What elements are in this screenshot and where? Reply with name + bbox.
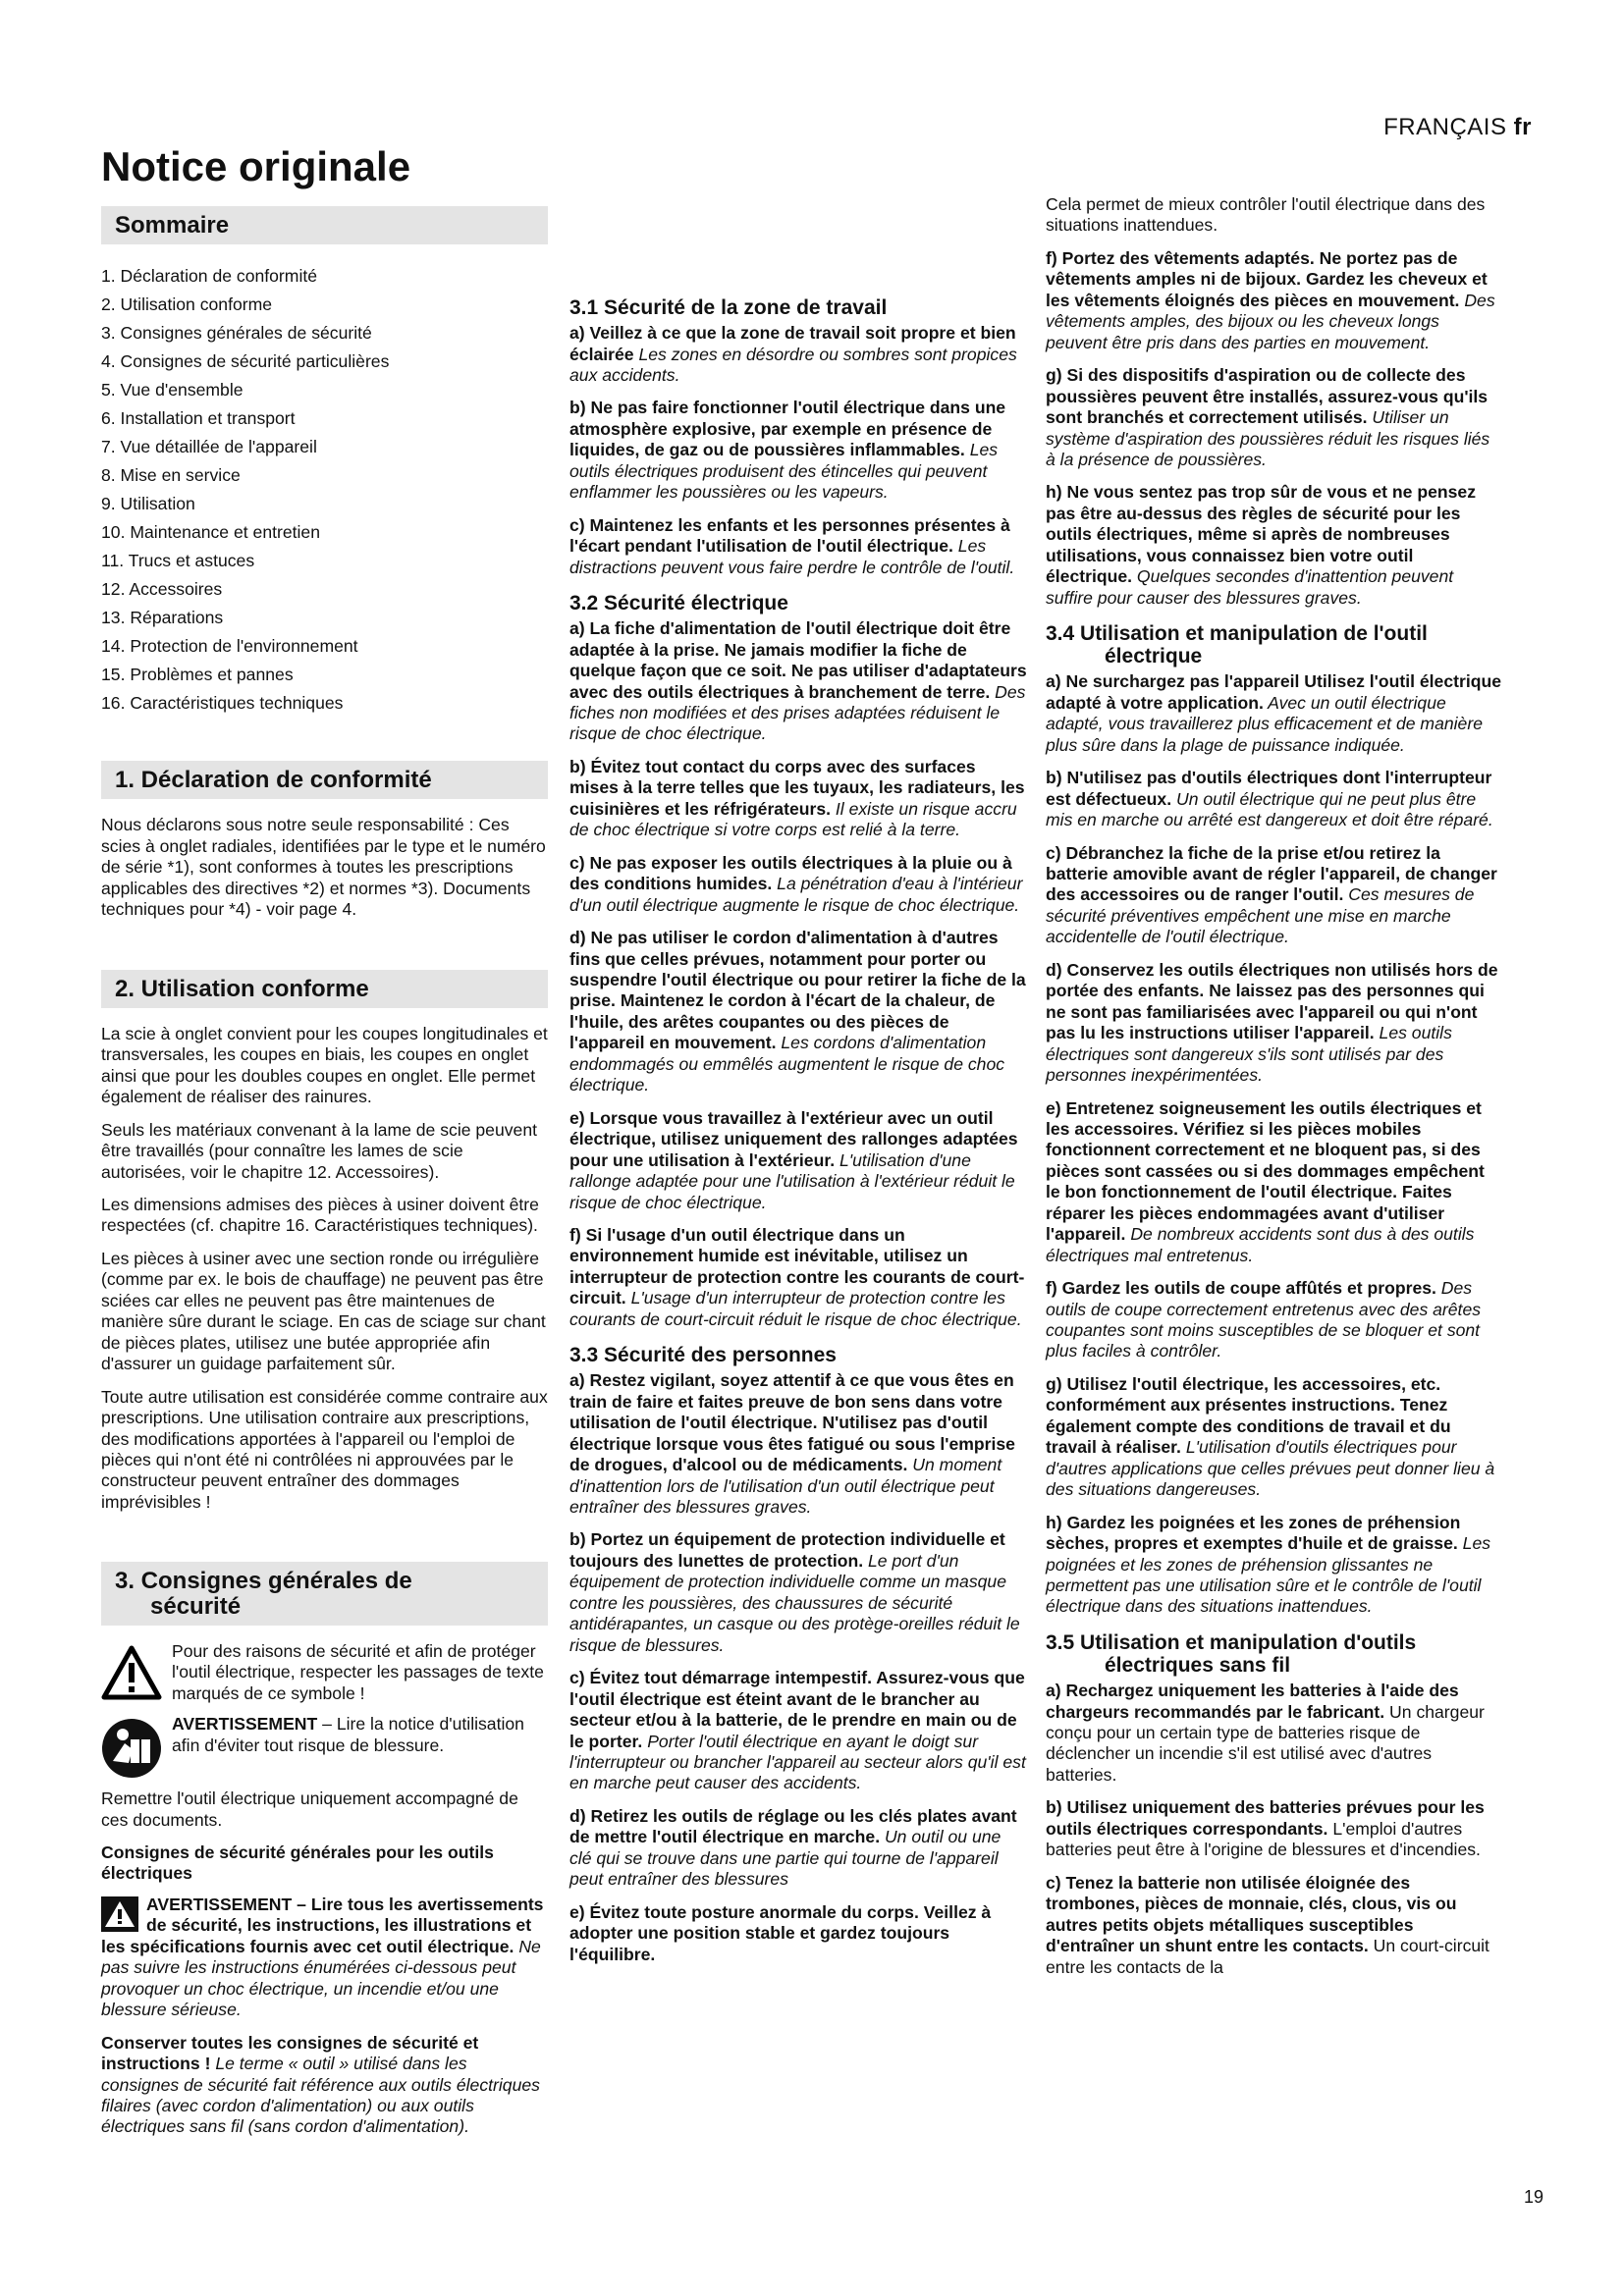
toc-item: 6. Installation et transport: [101, 408, 296, 429]
general-safety-heading: Consignes de sécurité générales pour les outils électriques: [101, 1842, 494, 1884]
toc-item: 2. Utilisation conforme: [101, 294, 273, 315]
rule-item: b) Évitez tout contact du corps avec des surfaces mises à la terre telles que les tuyaux, les radiateurs, les cuisinières et les réfrigérateurs. Il existe un risque accru de choc électrique si votre corps est relié à la terre.: [569, 756, 1025, 840]
read-manual-icon: [101, 1718, 162, 1779]
rule-item: b) Portez un équipement de protection individuelle et toujours des lunettes de protection. Le port d'un équipement de protection individuelle comme un masque contre les poussières, des chaussures de sécurité antidérapantes, un casque ou des protège-oreilles réduit le risque de blessures.: [569, 1529, 1020, 1655]
section-3-3-heading: 3.3 Sécurité des personnes: [569, 1344, 837, 1367]
rule-item: c) Évitez tout démarrage intempestif. Assurez-vous que l'outil électrique est éteint avant de le brancher au secteur et/ou à la batterie, de le prendre en main ou de le porter. Porter l'outil électrique en ayant le doigt sur l'interrupteur ou brancher l'appareil au secteur alors qu'il est en marche peut causer des accidents.: [569, 1668, 1026, 1793]
rule-item: e) Lorsque vous travaillez à l'extérieur avec un outil électrique, utilisez uniquement des rallonges adaptées pour une utilisation à l'extérieur. L'utilisation d'une rallonge adaptée pour une l'utilisation à l'extérieur réduit le risque de choc électrique.: [569, 1107, 1018, 1212]
rule-item: h) Ne vous sentez pas trop sûr de vous et ne pensez pas être au-dessus des règles de sécurité pour les outils électriques, même si après de nombreuses utilisations, vous connaissez bien votre outil électrique. Quelques secondes d'inattention peuvent suffire pour causer des blessures graves.: [1046, 482, 1476, 608]
section-2-paragraph: Seuls les matériaux convenant à la lame de scie peuvent être travaillés (pour connaître les lames de scie autorisées, voir le chapitre 12. Accessoires).: [101, 1119, 538, 1182]
rule-item: a) La fiche d'alimentation de l'outil électrique doit être adaptée à la prise. Ne jamais modifier la fiche de quelque façon que ce soit. Ne pas utiliser d'adaptateurs avec des outils électriques à branchement de terre. Des fiches non modifiées et des prises adaptées réduisent le risque de choc électrique.: [569, 618, 1027, 744]
section-1-paragraph: Nous déclarons sous notre seule responsabilité : Ces scies à onglet radiales, identifiées par le type et le numéro de série *1), sont conformes à toutes les prescriptions applicables des directives *2) et normes *3). Documents techniques pour *4) - voir page 4.: [101, 815, 546, 920]
rule-item: d) Ne pas utiliser le cordon d'alimentation à d'autres fins que celles prévues, notamment pour porter ou suspendre l'outil électrique ou pour retirer la fiche de la prise. Maintenez le cordon à l'écart de la chaleur, de l'huile, des arêtes coupantes ou des pièces de l'appareil en mouvement. Les cordons d'alimentation endommagés ou emmêlés augmentent le risque de choc électrique.: [569, 928, 1026, 1095]
section-2-paragraph: Toute autre utilisation est considérée comme contraire aux prescriptions. Une utilisation contraire aux prescriptions, des modifications apportées à l'appareil ou l'emploi de pièces qui n'ont été ni contrôlées ni approuvées par le constructeur peuvent entraîner des dommages imprévisibles !: [101, 1386, 548, 1512]
handover-note: Remettre l'outil électrique uniquement accompagné de ces documents.: [101, 1789, 518, 1830]
section-1-heading: 1. Déclaration de conformité: [101, 761, 548, 799]
toc-item: 5. Vue d'ensemble: [101, 380, 244, 400]
toc-item: 8. Mise en service: [101, 465, 241, 486]
rule-item: b) N'utilisez pas d'outils électriques dont l'interrupteur est défectueux. Un outil électrique qui ne peut plus être mis en marche ou arrêté est dangereux et doit être réparé.: [1046, 768, 1493, 830]
toc-item: 16. Caractéristiques techniques: [101, 693, 344, 714]
toc-item: 11. Trucs et astuces: [101, 551, 255, 571]
section-3-4-heading: 3.4 Utilisation et manipulation de l'outil électrique: [1046, 622, 1428, 668]
section-2-paragraph: Les pièces à usiner avec une section ronde ou irrégulière (comme par ex. le bois de chauffage) ne peuvent pas être sciées car elles ne peuvent pas être maintenues de manière sûre durant le sciage. En cas de sciage sur chant de pièces plates, utilisez une butée appropriée afin d'assurer un guidage parfaitement sûr.: [101, 1248, 546, 1374]
page-number: 19: [1523, 2187, 1543, 2207]
toc-item: 12. Accessoires: [101, 579, 223, 600]
warning-sign-icon: [101, 1896, 138, 1932]
toc-item: 7. Vue détaillée de l'appareil: [101, 437, 317, 457]
toc-heading: Sommaire: [101, 206, 548, 244]
column-3: [1046, 194, 1502, 1990]
toc-list: [101, 262, 548, 718]
rule-item: g) Si des dispositifs d'aspiration ou de collecte des poussières peuvent être installés, assurez-vous qu'ils sont branchés et correctement utilisés. Utiliser un système d'aspiration des poussières réduit les risques liés à la présence de poussières.: [1046, 365, 1490, 469]
rule-item: e) Évitez toute posture anormale du corps. Veillez à adopter une position stable et gardez toujours l'équilibre.: [569, 1901, 992, 1964]
rule-item: f) Portez des vêtements adaptés. Ne portez pas de vêtements amples ni de bijoux. Gardez les cheveux et les vêtements éloignés des pièces en mouvement. Des vêtements amples, des bijoux ou les cheveux longs peuvent être pris dans des parties en mouvement.: [1046, 247, 1495, 352]
toc-item: 14. Protection de l'environnement: [101, 636, 358, 657]
section-3-2-heading: 3.2 Sécurité électrique: [569, 592, 788, 615]
rule-item: a) Veillez à ce que la zone de travail soit propre et bien éclairée Les zones en désordre ou sombres sont propices aux accidents.: [569, 323, 1017, 385]
toc-item: 13. Réparations: [101, 608, 224, 628]
general-warning: AVERTISSEMENT – Lire tous les avertissements de sécurité, les instructions, les illustrations et les spécifications fournis avec cet outil électrique. Ne pas suivre les instructions énumérées ci-dessous peut provoquer un choc électrique, un incendie et/ou une blessure sérieuse.: [101, 1894, 544, 2020]
rule-item: b) Utilisez uniquement des batteries prévues pour les outils électriques correspondants. L'emploi d'autres batteries peut être à l'origine de blessures et d'incendies.: [1046, 1797, 1485, 1860]
keep-instructions: Conserver toutes les consignes de sécurité et instructions ! Le terme « outil » utilisé dans les consignes de sécurité fait référence aux outils électriques filaires (avec cordon d'alimentation) ou aux outils électriques sans fil (sans cordon d'alimentation).: [101, 2032, 540, 2137]
rule-item: f) Gardez les outils de coupe affûtés et propres. Des outils de coupe correctement entretenus avec des arêtes coupantes sont moins susceptibles de se bloquer et sont plus faciles à contrôler.: [1046, 1278, 1482, 1362]
rule-item: f) Si l'usage d'un outil électrique dans un environnement humide est inévitable, utilisez un interrupteur de protection contre les courants de court-circuit. L'usage d'un interrupteur de protection contre les courants de court-circuit réduit le risque de choc électrique.: [569, 1224, 1025, 1329]
section-2-heading: 2. Utilisation conforme: [101, 970, 548, 1008]
rule-item: c) Tenez la batterie non utilisée éloignée des trombones, pièces de monnaie, clés, clous, vis ou autres petits objets métalliques susceptibles d'entraîner un shunt entre les contacts. Un court-circuit entre les contacts de la: [1046, 1872, 1489, 1977]
rule-item-continued: Cela permet de mieux contrôler l'outil électrique dans des situations inattendues.: [1046, 194, 1486, 236]
rule-item: a) Ne surchargez pas l'appareil Utilisez l'outil électrique adapté à votre application. Avec un outil électrique adapté, vous travaillerez plus efficacement et de manière plus sûre dans la plage de puissance indiquée.: [1046, 671, 1501, 755]
warning-triangle-icon: [101, 1645, 162, 1700]
rule-item: e) Entretenez soigneusement les outils électriques et les accessoires. Vérifiez si les pièces mobiles fonctionnent correctement et ne bloquent pas, si des pièces sont cassées ou si des dommages empêchent le bon fonctionnement de l'outil électrique. Faites réparer les pièces endommagées avant d'utiliser l'appareil. De nombreux accidents sont dus à des outils électriques mal entretenus.: [1046, 1097, 1485, 1265]
section-3-1-heading: 3.1 Sécurité de la zone de travail: [569, 296, 888, 319]
rule-item: d) Retirez les outils de réglage ou les clés plates avant de mettre l'outil électrique en marche. Un outil ou une clé qui se trouve dans une partie qui tourne de l'appareil peut entraîner des blessures: [569, 1805, 1017, 1890]
section-3-heading: 3. Consignes générales de sécurité: [101, 1562, 548, 1625]
section-2-paragraph: La scie à onglet convient pour les coupes longitudinales et transversales, les coupes en biais, les coupes en onglet ainsi que pour les doubles coupes en onglet. Elle permet également de réaliser des rainures.: [101, 1023, 548, 1107]
rule-item: a) Restez vigilant, soyez attentif à ce que vous êtes en train de faire et faites preuve de bon sens dans votre utilisation de l'outil électrique. N'utilisez pas d'outil électrique lorsque vous êtes fatigué ou sous l'emprise de drogues, d'alcool ou de médicaments. Un moment d'inattention lors de l'utilisation d'un outil électrique peut entraîner des blessures graves.: [569, 1370, 1015, 1518]
language-code: fr: [1513, 114, 1532, 140]
section-3-5-heading: 3.5 Utilisation et manipulation d'outils électriques sans fil: [1046, 1630, 1417, 1678]
column-1: [101, 194, 548, 2150]
column-2: [569, 194, 1027, 1977]
section-2-paragraph: Les dimensions admises des pièces à usiner doivent être respectées (cf. chapitre 16. Caractéristiques techniques).: [101, 1195, 539, 1236]
toc-item: 4. Consignes de sécurité particulières: [101, 351, 390, 372]
toc-item: 15. Problèmes et pannes: [101, 665, 294, 685]
rule-item: c) Maintenez les enfants et les personnes présentes à l'écart pendant l'utilisation de l'outil électrique. Les distractions peuvent vous faire perdre le contrôle de l'outil.: [569, 514, 1015, 577]
rule-item: g) Utilisez l'outil électrique, les accessoires, etc. conformément aux présentes instructions. Tenez également compte des conditions de travail et du travail à réaliser. L'utilisation d'outils électriques pour d'autres applications que celles prévues peut donner lieu à des situations dangereuses.: [1046, 1373, 1495, 1500]
manual-warning-note: AVERTISSEMENT – Lire la notice d'utilisation afin d'éviter tout risque de blessure.: [101, 1714, 548, 1779]
page-title: Notice originale: [101, 143, 411, 189]
rule-item: c) Débranchez la fiche de la prise et/ou retirez la batterie amovible avant de régler l'appareil, de changer des accessoires ou de ranger l'outil. Ces mesures de sécurité préventives empêchent une mise en marche accidentelle de l'outil électrique.: [1046, 842, 1497, 947]
rule-item: h) Gardez les poignées et les zones de préhension sèches, propres et exemptes d'huile et de graisse. Les poignées et les zones de préhension glissantes ne permettent pas une utilisation sûre et le contrôle de l'outil électrique dans des situations inattendues.: [1046, 1512, 1491, 1617]
rule-item: c) Ne pas exposer les outils électriques à la pluie ou à des conditions humides. La pénétration d'eau à l'intérieur d'un outil électrique augmente le risque de choc électrique.: [569, 852, 1023, 915]
rule-item: a) Rechargez uniquement les batteries à l'aide des chargeurs recommandés par le fabricant. Un chargeur conçu pour un certain type de batteries risque de déclencher un incendie s'il est utilisé avec d'autres batteries.: [1046, 1681, 1485, 1785]
warning-symbol-note: Pour des raisons de sécurité et afin de protéger l'outil électrique, respecter les passages de texte marqués de ce symbole !: [101, 1641, 548, 1704]
rule-item: d) Conservez les outils électriques non utilisés hors de portée des enfants. Ne laissez pas des personnes qui ne sont pas familiarisées avec l'appareil ou qui n'ont pas lu les instructions utiliser l'appareil. Les outils électriques sont dangereux s'ils sont utilisés par des personnes inexpérimentées.: [1046, 959, 1498, 1086]
toc-item: 10. Maintenance et entretien: [101, 522, 321, 543]
toc-item: 9. Utilisation: [101, 494, 195, 514]
toc-item: 3. Consignes générales de sécurité: [101, 323, 372, 344]
language-header: FRANÇAIS fr: [1383, 114, 1532, 140]
toc-item: 1. Déclaration de conformité: [101, 266, 318, 287]
rule-item: b) Ne pas faire fonctionner l'outil électrique dans une atmosphère explosive, par exemple en présence de liquides, de gaz ou de poussières inflammables. Les outils électriques produisent des étincelles qui peuvent enflammer les poussières ou les vapeurs.: [569, 398, 1006, 503]
